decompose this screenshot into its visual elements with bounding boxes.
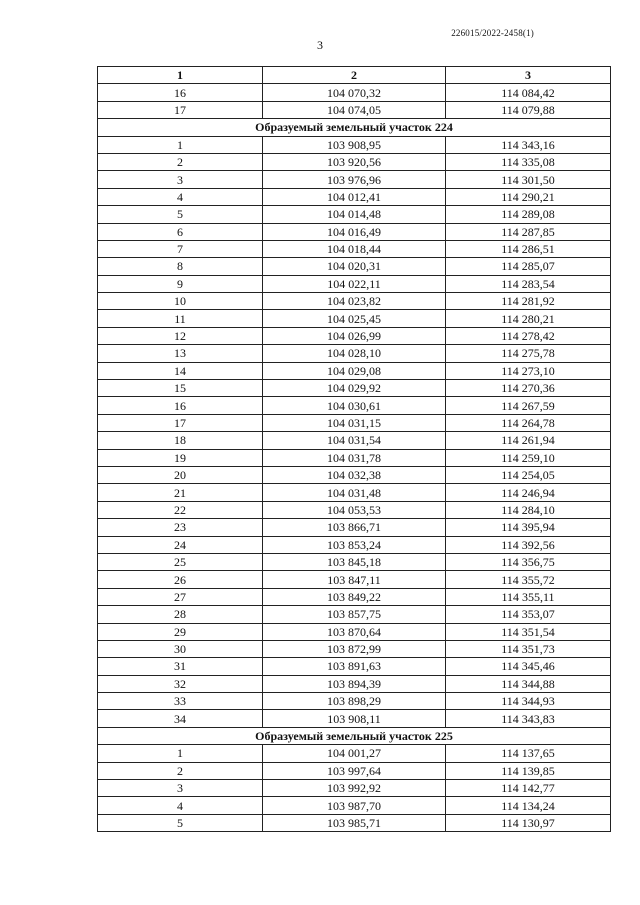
point-number: 34 — [98, 710, 263, 727]
x-coordinate: 103 985,71 — [263, 814, 446, 831]
x-coordinate: 103 845,18 — [263, 553, 446, 570]
table-row — [98, 414, 611, 431]
table-row — [98, 484, 611, 501]
table-row — [98, 536, 611, 553]
x-coordinate: 104 018,44 — [263, 240, 446, 257]
x-coordinate: 103 847,11 — [263, 571, 446, 588]
table-row — [98, 640, 611, 657]
point-number: 2 — [98, 762, 263, 779]
point-number: 24 — [98, 536, 263, 553]
point-number: 30 — [98, 640, 263, 657]
x-coordinate: 103 872,99 — [263, 640, 446, 657]
table-row — [98, 153, 611, 170]
point-number: 9 — [98, 275, 263, 292]
table-header-row — [98, 67, 611, 84]
point-number: 1 — [98, 136, 263, 153]
table-row — [98, 780, 611, 797]
section-row — [98, 119, 611, 136]
y-coordinate: 114 289,08 — [446, 206, 611, 223]
y-coordinate: 114 142,77 — [446, 780, 611, 797]
point-number: 4 — [98, 797, 263, 814]
table-row — [98, 745, 611, 762]
section-title: Образуемый земельный участок 224 — [98, 119, 611, 136]
x-coordinate: 104 020,31 — [263, 258, 446, 275]
x-coordinate: 104 031,78 — [263, 449, 446, 466]
y-coordinate: 114 270,36 — [446, 380, 611, 397]
y-coordinate: 114 335,08 — [446, 153, 611, 170]
y-coordinate: 114 130,97 — [446, 814, 611, 831]
x-coordinate: 103 866,71 — [263, 519, 446, 536]
y-coordinate: 114 285,07 — [446, 258, 611, 275]
table-row — [98, 501, 611, 518]
table-row — [98, 519, 611, 536]
table-row — [98, 327, 611, 344]
column-header: 1 — [98, 67, 263, 84]
y-coordinate: 114 351,54 — [446, 623, 611, 640]
y-coordinate: 114 281,92 — [446, 293, 611, 310]
table-row — [98, 675, 611, 692]
point-number: 23 — [98, 519, 263, 536]
point-number: 3 — [98, 171, 263, 188]
y-coordinate: 114 344,93 — [446, 693, 611, 710]
x-coordinate: 104 029,92 — [263, 380, 446, 397]
point-number: 10 — [98, 293, 263, 310]
point-number: 2 — [98, 153, 263, 170]
x-coordinate: 104 032,38 — [263, 466, 446, 483]
point-number: 3 — [98, 780, 263, 797]
y-coordinate: 114 355,11 — [446, 588, 611, 605]
table-row — [98, 188, 611, 205]
point-number: 19 — [98, 449, 263, 466]
table-row — [98, 275, 611, 292]
table-row — [98, 380, 611, 397]
y-coordinate: 114 134,24 — [446, 797, 611, 814]
table-row — [98, 466, 611, 483]
point-number: 4 — [98, 188, 263, 205]
x-coordinate: 104 028,10 — [263, 345, 446, 362]
x-coordinate: 104 025,45 — [263, 310, 446, 327]
x-coordinate: 103 992,92 — [263, 780, 446, 797]
table-row — [98, 136, 611, 153]
table-row — [98, 101, 611, 118]
table-row — [98, 449, 611, 466]
y-coordinate: 114 267,59 — [446, 397, 611, 414]
x-coordinate: 103 870,64 — [263, 623, 446, 640]
y-coordinate: 114 084,42 — [446, 84, 611, 101]
y-coordinate: 114 280,21 — [446, 310, 611, 327]
y-coordinate: 114 264,78 — [446, 414, 611, 431]
x-coordinate: 103 857,75 — [263, 606, 446, 623]
table-row — [98, 553, 611, 570]
page-number: 3 — [317, 38, 323, 52]
point-number: 8 — [98, 258, 263, 275]
y-coordinate: 114 284,10 — [446, 501, 611, 518]
x-coordinate: 103 908,95 — [263, 136, 446, 153]
point-number: 27 — [98, 588, 263, 605]
x-coordinate: 103 976,96 — [263, 171, 446, 188]
x-coordinate: 103 853,24 — [263, 536, 446, 553]
table-row — [98, 814, 611, 831]
table-row — [98, 362, 611, 379]
y-coordinate: 114 301,50 — [446, 171, 611, 188]
point-number: 16 — [98, 397, 263, 414]
x-coordinate: 104 074,05 — [263, 101, 446, 118]
x-coordinate: 104 053,53 — [263, 501, 446, 518]
point-number: 32 — [98, 675, 263, 692]
x-coordinate: 104 016,49 — [263, 223, 446, 240]
y-coordinate: 114 254,05 — [446, 466, 611, 483]
y-coordinate: 114 345,46 — [446, 658, 611, 675]
x-coordinate: 104 026,99 — [263, 327, 446, 344]
x-coordinate: 104 030,61 — [263, 397, 446, 414]
table-row — [98, 206, 611, 223]
x-coordinate: 104 070,32 — [263, 84, 446, 101]
point-number: 7 — [98, 240, 263, 257]
x-coordinate: 103 908,11 — [263, 710, 446, 727]
coordinates-table — [97, 66, 611, 832]
y-coordinate: 114 343,83 — [446, 710, 611, 727]
column-header: 2 — [263, 67, 446, 84]
section-row — [98, 727, 611, 744]
table-row — [98, 432, 611, 449]
x-coordinate: 103 849,22 — [263, 588, 446, 605]
y-coordinate: 114 261,94 — [446, 432, 611, 449]
x-coordinate: 104 031,15 — [263, 414, 446, 431]
table-row — [98, 171, 611, 188]
table-row — [98, 240, 611, 257]
table-row — [98, 293, 611, 310]
table-row — [98, 762, 611, 779]
section-title: Образуемый земельный участок 225 — [98, 727, 611, 744]
table-row — [98, 571, 611, 588]
point-number: 17 — [98, 101, 263, 118]
point-number: 33 — [98, 693, 263, 710]
point-number: 29 — [98, 623, 263, 640]
y-coordinate: 114 290,21 — [446, 188, 611, 205]
x-coordinate: 103 997,64 — [263, 762, 446, 779]
y-coordinate: 114 275,78 — [446, 345, 611, 362]
point-number: 6 — [98, 223, 263, 240]
point-number: 17 — [98, 414, 263, 431]
y-coordinate: 114 356,75 — [446, 553, 611, 570]
point-number: 12 — [98, 327, 263, 344]
y-coordinate: 114 343,16 — [446, 136, 611, 153]
table-row — [98, 710, 611, 727]
y-coordinate: 114 137,65 — [446, 745, 611, 762]
point-number: 1 — [98, 745, 263, 762]
x-coordinate: 103 898,29 — [263, 693, 446, 710]
x-coordinate: 103 891,63 — [263, 658, 446, 675]
y-coordinate: 114 139,85 — [446, 762, 611, 779]
y-coordinate: 114 079,88 — [446, 101, 611, 118]
column-header: 3 — [446, 67, 611, 84]
table-row — [98, 345, 611, 362]
table-row — [98, 658, 611, 675]
y-coordinate: 114 278,42 — [446, 327, 611, 344]
y-coordinate: 114 259,10 — [446, 449, 611, 466]
y-coordinate: 114 287,85 — [446, 223, 611, 240]
point-number: 15 — [98, 380, 263, 397]
x-coordinate: 104 031,54 — [263, 432, 446, 449]
point-number: 28 — [98, 606, 263, 623]
x-coordinate: 104 012,41 — [263, 188, 446, 205]
table-row — [98, 623, 611, 640]
point-number: 11 — [98, 310, 263, 327]
y-coordinate: 114 351,73 — [446, 640, 611, 657]
point-number: 16 — [98, 84, 263, 101]
y-coordinate: 114 392,56 — [446, 536, 611, 553]
y-coordinate: 114 273,10 — [446, 362, 611, 379]
y-coordinate: 114 344,88 — [446, 675, 611, 692]
x-coordinate: 104 014,48 — [263, 206, 446, 223]
point-number: 5 — [98, 206, 263, 223]
y-coordinate: 114 286,51 — [446, 240, 611, 257]
x-coordinate: 104 031,48 — [263, 484, 446, 501]
table-row — [98, 258, 611, 275]
x-coordinate: 104 001,27 — [263, 745, 446, 762]
y-coordinate: 114 355,72 — [446, 571, 611, 588]
document-number: 226015/2022-2458(1) — [451, 28, 534, 38]
point-number: 31 — [98, 658, 263, 675]
x-coordinate: 103 920,56 — [263, 153, 446, 170]
point-number: 18 — [98, 432, 263, 449]
table-row — [98, 223, 611, 240]
point-number: 22 — [98, 501, 263, 518]
y-coordinate: 114 246,94 — [446, 484, 611, 501]
x-coordinate: 103 987,70 — [263, 797, 446, 814]
x-coordinate: 103 894,39 — [263, 675, 446, 692]
table-row — [98, 588, 611, 605]
table-row — [98, 397, 611, 414]
point-number: 14 — [98, 362, 263, 379]
table-row — [98, 606, 611, 623]
x-coordinate: 104 022,11 — [263, 275, 446, 292]
point-number: 5 — [98, 814, 263, 831]
point-number: 13 — [98, 345, 263, 362]
table-body — [98, 84, 611, 832]
table-row — [98, 797, 611, 814]
table-row — [98, 693, 611, 710]
x-coordinate: 104 029,08 — [263, 362, 446, 379]
point-number: 20 — [98, 466, 263, 483]
y-coordinate: 114 395,94 — [446, 519, 611, 536]
y-coordinate: 114 283,54 — [446, 275, 611, 292]
point-number: 25 — [98, 553, 263, 570]
table-row — [98, 310, 611, 327]
x-coordinate: 104 023,82 — [263, 293, 446, 310]
point-number: 21 — [98, 484, 263, 501]
table-row — [98, 84, 611, 101]
y-coordinate: 114 353,07 — [446, 606, 611, 623]
point-number: 26 — [98, 571, 263, 588]
